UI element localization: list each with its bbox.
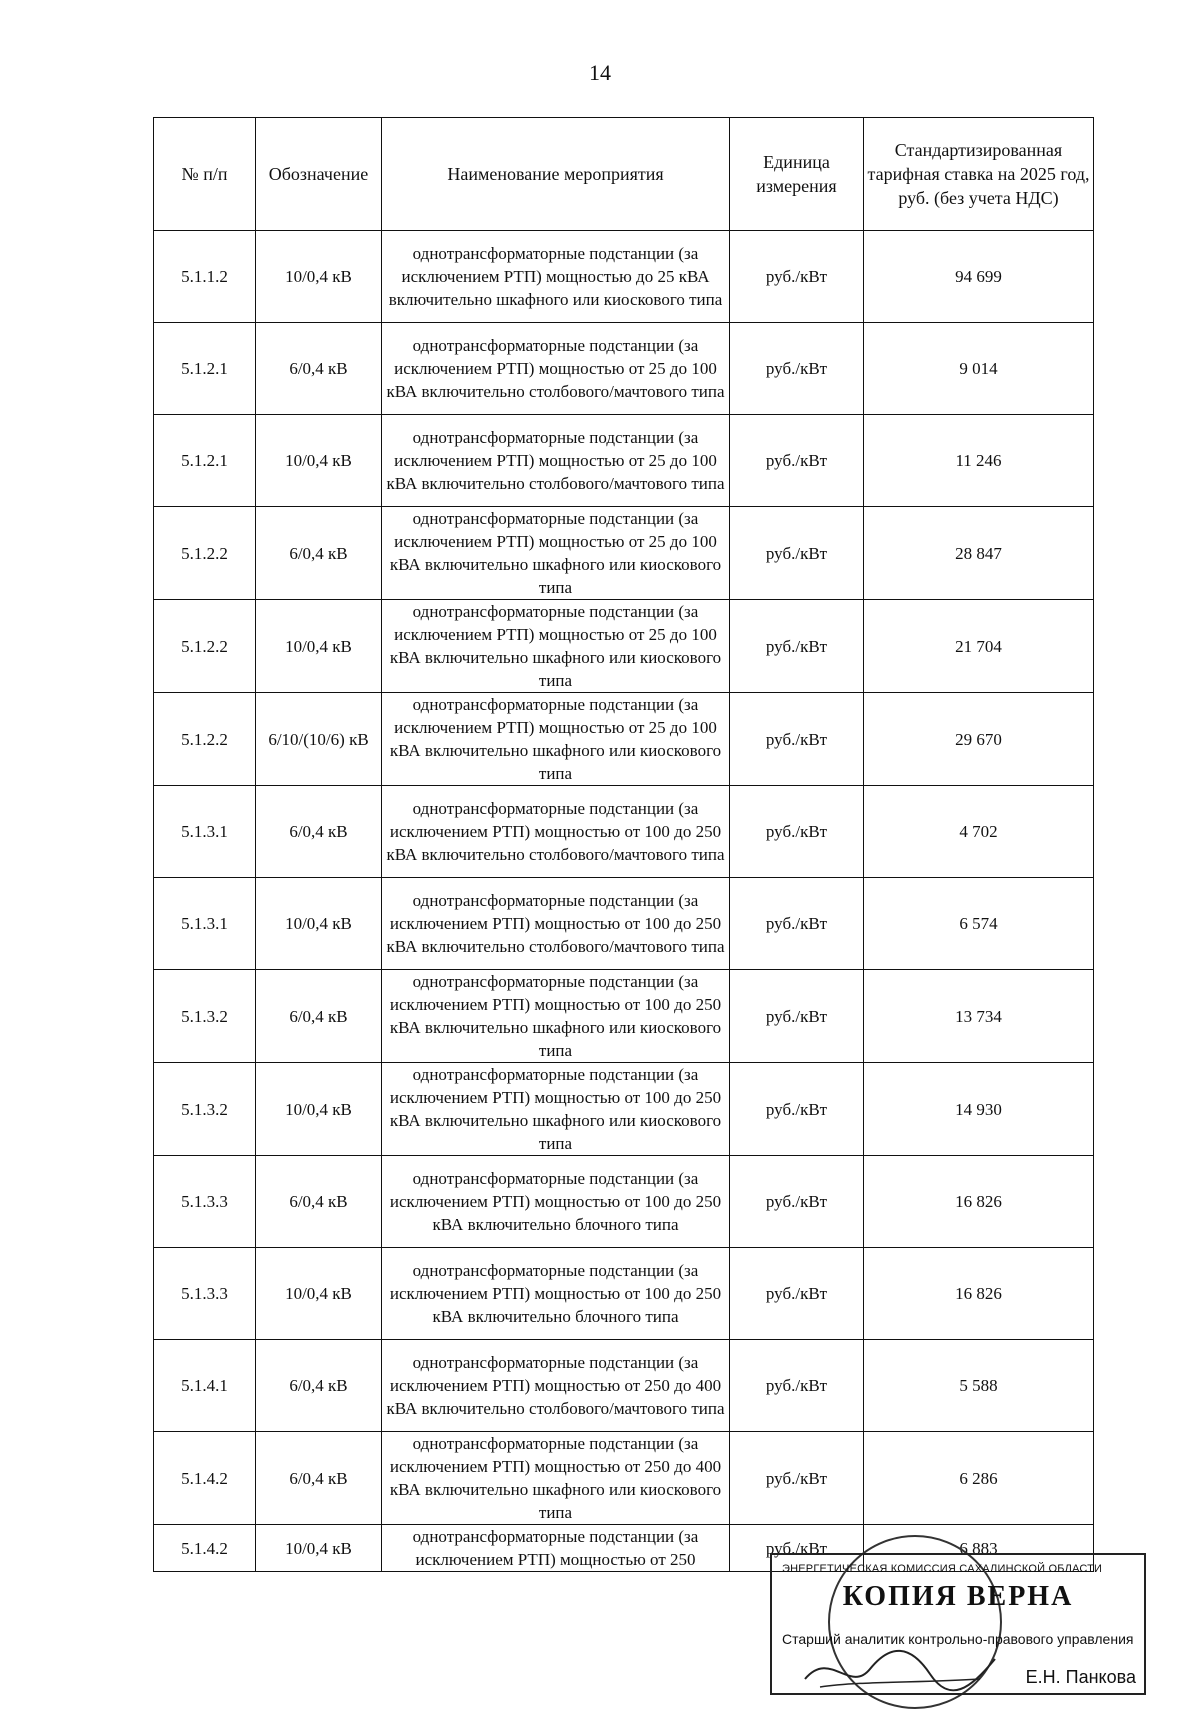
cell-unit: руб./кВт	[730, 600, 864, 693]
cell-num: 5.1.3.3	[154, 1248, 256, 1340]
cell-num: 5.1.1.2	[154, 231, 256, 323]
table-row	[154, 1063, 1094, 1156]
cell-rate: 5 588	[864, 1340, 1094, 1432]
cell-designation: 10/0,4 кВ	[256, 600, 382, 693]
table-row	[154, 415, 1094, 507]
cell-num: 5.1.2.1	[154, 323, 256, 415]
cell-name: однотрансформаторные подстанции (за исключением РТП) мощностью от 100 до 250 кВА включительно блочного типа	[382, 1248, 730, 1340]
cell-num: 5.1.4.1	[154, 1340, 256, 1432]
cell-name: однотрансформаторные подстанции (за исключением РТП) мощностью от 25 до 100 кВА включительно шкафного или киоскового типа	[382, 693, 730, 786]
cell-designation: 10/0,4 кВ	[256, 1525, 382, 1572]
table-row	[154, 1340, 1094, 1432]
cell-unit: руб./кВт	[730, 1340, 864, 1432]
cell-name: однотрансформаторные подстанции (за исключением РТП) мощностью от 100 до 250 кВА включительно шкафного или киоскового типа	[382, 970, 730, 1063]
table-row	[154, 600, 1094, 693]
cell-name: однотрансформаторные подстанции (за исключением РТП) мощностью от 100 до 250 кВА включительно столбового/мачтового типа	[382, 878, 730, 970]
table-row	[154, 1248, 1094, 1340]
cell-unit: руб./кВт	[730, 323, 864, 415]
stamp-position: Старший аналитик контрольно-правового управления	[782, 1631, 1134, 1647]
tariff-table	[153, 117, 1094, 1572]
cell-rate: 11 246	[864, 415, 1094, 507]
cell-name: однотрансформаторные подстанции (за исключением РТП) мощностью от 250 до 400 кВА включительно шкафного или киоскового типа	[382, 1432, 730, 1525]
cell-name: однотрансформаторные подстанции (за исключением РТП) мощностью от 25 до 100 кВА включительно столбового/мачтового типа	[382, 415, 730, 507]
stamp-signer-name: Е.Н. Панкова	[1025, 1667, 1136, 1687]
cell-designation: 6/0,4 кВ	[256, 507, 382, 600]
cell-name: однотрансформаторные подстанции (за исключением РТП) мощностью от 25 до 100 кВА включительно шкафного или киоскового типа	[382, 507, 730, 600]
cell-num: 5.1.3.1	[154, 878, 256, 970]
cell-name: однотрансформаторные подстанции (за исключением РТП) мощностью от 100 до 250 кВА включительно блочного типа	[382, 1156, 730, 1248]
cell-rate: 14 930	[864, 1063, 1094, 1156]
cell-unit: руб./кВт	[730, 970, 864, 1063]
table-row	[154, 1432, 1094, 1525]
cell-designation: 10/0,4 кВ	[256, 1063, 382, 1156]
page-number: 14	[589, 60, 611, 85]
cell-unit: руб./кВт	[730, 693, 864, 786]
table-row	[154, 693, 1094, 786]
table-row	[154, 507, 1094, 600]
cell-name: однотрансформаторные подстанции (за исключением РТП) мощностью от 25 до 100 кВА включительно столбового/мачтового типа	[382, 323, 730, 415]
cell-rate: 4 702	[864, 786, 1094, 878]
cell-name: однотрансформаторные подстанции (за исключением РТП) мощностью от 100 до 250 кВА включительно столбового/мачтового типа	[382, 786, 730, 878]
cell-unit: руб./кВт	[730, 231, 864, 323]
table-row	[154, 231, 1094, 323]
cell-unit: руб./кВт	[730, 786, 864, 878]
signature-icon	[800, 1639, 1000, 1699]
cell-num: 5.1.3.2	[154, 1063, 256, 1156]
cell-designation: 10/0,4 кВ	[256, 1248, 382, 1340]
stamp-commission: ЭНЕРГЕТИЧЕСКАЯ КОМИССИЯ САХАЛИНСКОЙ ОБЛАСТИ	[782, 1563, 1103, 1575]
table-row	[154, 1156, 1094, 1248]
cell-designation: 6/10/(10/6) кВ	[256, 693, 382, 786]
cell-designation: 6/0,4 кВ	[256, 1156, 382, 1248]
cell-name: однотрансформаторные подстанции (за исключением РТП) мощностью от 100 до 250 кВА включительно шкафного или киоскового типа	[382, 1063, 730, 1156]
cell-designation: 10/0,4 кВ	[256, 415, 382, 507]
cell-unit: руб./кВт	[730, 415, 864, 507]
cell-unit: руб./кВт	[730, 878, 864, 970]
cell-rate: 94 699	[864, 231, 1094, 323]
cell-num: 5.1.2.2	[154, 693, 256, 786]
cell-designation: 6/0,4 кВ	[256, 1340, 382, 1432]
cell-designation: 6/0,4 кВ	[256, 786, 382, 878]
cell-rate: 28 847	[864, 507, 1094, 600]
table-row	[154, 323, 1094, 415]
cell-name: однотрансформаторные подстанции (за исключением РТП) мощностью от 250	[382, 1525, 730, 1572]
cell-unit: руб./кВт	[730, 1156, 864, 1248]
table-row	[154, 878, 1094, 970]
table-header-row	[154, 118, 1094, 231]
cell-designation: 6/0,4 кВ	[256, 1432, 382, 1525]
cell-rate: 21 704	[864, 600, 1094, 693]
cell-unit: руб./кВт	[730, 1063, 864, 1156]
cell-rate: 13 734	[864, 970, 1094, 1063]
cell-unit: руб./кВт	[730, 1525, 864, 1572]
table-row	[154, 786, 1094, 878]
header-designation: Обозначение	[256, 118, 382, 231]
cell-num: 5.1.2.1	[154, 415, 256, 507]
cell-unit: руб./кВт	[730, 1432, 864, 1525]
stamp-title: КОПИЯ ВЕРНА	[842, 1581, 1074, 1612]
cell-name: однотрансформаторные подстанции (за исключением РТП) мощностью от 250 до 400 кВА включительно столбового/мачтового типа	[382, 1340, 730, 1432]
cell-designation: 6/0,4 кВ	[256, 970, 382, 1063]
cell-num: 5.1.2.2	[154, 600, 256, 693]
cell-rate: 9 014	[864, 323, 1094, 415]
cell-rate: 16 826	[864, 1248, 1094, 1340]
header-unit: Единица измерения	[730, 118, 864, 231]
cell-name: однотрансформаторные подстанции (за исключением РТП) мощностью от 25 до 100 кВА включительно шкафного или киоскового типа	[382, 600, 730, 693]
cell-rate: 6 574	[864, 878, 1094, 970]
cell-designation: 10/0,4 кВ	[256, 231, 382, 323]
table-row	[154, 1525, 1094, 1572]
copy-certified-stamp	[770, 1553, 1146, 1695]
header-num: № п/п	[154, 118, 256, 231]
cell-num: 5.1.4.2	[154, 1525, 256, 1572]
cell-name: однотрансформаторные подстанции (за исключением РТП) мощностью до 25 кВА включительно шкафного или киоскового типа	[382, 231, 730, 323]
cell-num: 5.1.3.2	[154, 970, 256, 1063]
cell-designation: 10/0,4 кВ	[256, 878, 382, 970]
cell-num: 5.1.4.2	[154, 1432, 256, 1525]
cell-rate: 6 883	[864, 1525, 1094, 1572]
header-rate: Стандартизированная тарифная ставка на 2025 год, руб. (без учета НДС)	[864, 118, 1094, 231]
cell-unit: руб./кВт	[730, 507, 864, 600]
cell-rate: 29 670	[864, 693, 1094, 786]
cell-num: 5.1.3.3	[154, 1156, 256, 1248]
cell-rate: 6 286	[864, 1432, 1094, 1525]
cell-num: 5.1.2.2	[154, 507, 256, 600]
cell-rate: 16 826	[864, 1156, 1094, 1248]
cell-unit: руб./кВт	[730, 1248, 864, 1340]
cell-designation: 6/0,4 кВ	[256, 323, 382, 415]
header-name: Наименование мероприятия	[382, 118, 730, 231]
table-row	[154, 970, 1094, 1063]
cell-num: 5.1.3.1	[154, 786, 256, 878]
